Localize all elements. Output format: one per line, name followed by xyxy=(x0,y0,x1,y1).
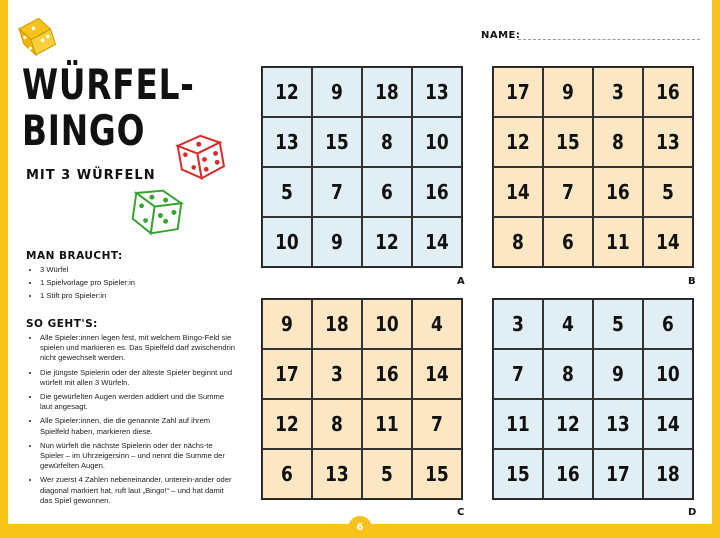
bingo-cell[interactable]: 9 xyxy=(543,67,593,117)
bingo-cell[interactable]: 5 xyxy=(262,167,312,217)
bingo-cell[interactable]: 11 xyxy=(593,217,643,267)
bingo-cell[interactable]: 10 xyxy=(362,299,412,349)
bingo-cell[interactable]: 15 xyxy=(312,117,362,167)
bingo-cell[interactable]: 13 xyxy=(593,399,643,449)
bingo-cell[interactable]: 13 xyxy=(312,449,362,499)
list-item: • Alle Spieler:innen legen fest, mit welchem Bingo-Feld sie spielen und markieren es. Das Spielfeld darf zwischendrin nicht gewechselt werden. xyxy=(40,333,235,364)
bingo-cell[interactable]: 8 xyxy=(362,117,412,167)
list-item: • 1 Spielvorlage pro Spieler:in xyxy=(40,278,235,288)
bingo-cell[interactable]: 7 xyxy=(312,167,362,217)
bingo-cell[interactable]: 14 xyxy=(412,217,462,267)
bingo-cell[interactable]: 12 xyxy=(262,67,312,117)
bingo-cell[interactable]: 14 xyxy=(412,349,462,399)
bingo-cell[interactable]: 8 xyxy=(593,117,643,167)
grid-label-b: B xyxy=(688,276,696,287)
rules-heading: SO GEHT'S: xyxy=(26,318,98,330)
green-die-icon xyxy=(126,180,188,242)
grid-label-a: A xyxy=(457,276,465,287)
list-item: • Wer zuerst 4 Zahlen nebeneinander, unterein-ander oder diagonal markiert hat, ruft laut „Bingo!“ – und hat damit das Spiel gewonnen. xyxy=(40,475,235,506)
bingo-cell[interactable]: 5 xyxy=(643,167,693,217)
bingo-cell[interactable]: 7 xyxy=(493,349,543,399)
page-number: 6 xyxy=(348,516,372,538)
bingo-cell[interactable]: 5 xyxy=(362,449,412,499)
list-item: • Alle Spieler:innen, die die genannte Zahl auf ihrem Spielfeld haben, markieren diese. xyxy=(40,416,235,436)
bingo-cell[interactable]: 8 xyxy=(312,399,362,449)
name-label: NAME: xyxy=(481,30,521,41)
bingo-cell[interactable]: 7 xyxy=(412,399,462,449)
name-field[interactable] xyxy=(518,39,700,40)
bingo-cell[interactable]: 4 xyxy=(412,299,462,349)
bingo-cell[interactable]: 5 xyxy=(593,299,643,349)
bingo-cell[interactable]: 10 xyxy=(262,217,312,267)
bingo-cell[interactable]: 7 xyxy=(543,167,593,217)
bingo-cell[interactable]: 15 xyxy=(412,449,462,499)
bingo-cell[interactable]: 8 xyxy=(543,349,593,399)
page-title xyxy=(22,62,195,154)
list-item: • 3 Würfel xyxy=(40,265,235,275)
bingo-cell[interactable]: 12 xyxy=(493,117,543,167)
bingo-grid-b xyxy=(492,66,694,268)
grid-label-c: C xyxy=(457,507,465,518)
bingo-cell[interactable]: 13 xyxy=(643,117,693,167)
bingo-cell[interactable]: 9 xyxy=(593,349,643,399)
bingo-cell[interactable]: 9 xyxy=(262,299,312,349)
bingo-cell[interactable]: 17 xyxy=(262,349,312,399)
list-item: • Nun würfelt die nächste Spielerin oder der nächs-te Spieler – im Uhrzeigersinn – und nennt die Summe der gewürfelten Augen. xyxy=(40,441,235,472)
bingo-cell[interactable]: 11 xyxy=(493,399,543,449)
title-line-2: BINGO xyxy=(22,106,146,155)
bingo-cell[interactable]: 13 xyxy=(412,67,462,117)
bingo-cell[interactable]: 12 xyxy=(543,399,593,449)
list-item: • Die jüngste Spielerin oder der älteste Spieler beginnt und würfelt mit allen 3 Würfeln. xyxy=(40,368,235,388)
bingo-cell[interactable]: 12 xyxy=(362,217,412,267)
yellow-die-icon xyxy=(14,14,58,58)
bingo-grid-c xyxy=(261,298,463,500)
bingo-cell[interactable]: 4 xyxy=(543,299,593,349)
bingo-cell[interactable]: 9 xyxy=(312,217,362,267)
bingo-cell[interactable]: 3 xyxy=(493,299,543,349)
bingo-cell[interactable]: 6 xyxy=(543,217,593,267)
bingo-cell[interactable]: 15 xyxy=(493,449,543,499)
list-item: • 1 Stift pro Spieler:in xyxy=(40,291,235,301)
needs-list xyxy=(30,265,235,305)
bingo-cell[interactable]: 14 xyxy=(643,217,693,267)
bingo-cell[interactable]: 6 xyxy=(262,449,312,499)
bingo-cell[interactable]: 16 xyxy=(543,449,593,499)
bingo-cell[interactable]: 9 xyxy=(312,67,362,117)
bingo-cell[interactable]: 13 xyxy=(262,117,312,167)
bingo-cell[interactable]: 3 xyxy=(312,349,362,399)
bingo-cell[interactable]: 16 xyxy=(643,67,693,117)
bingo-cell[interactable]: 18 xyxy=(362,67,412,117)
bingo-cell[interactable]: 17 xyxy=(493,67,543,117)
needs-heading: MAN BRAUCHT: xyxy=(26,250,123,262)
bingo-cell[interactable]: 12 xyxy=(262,399,312,449)
bingo-cell[interactable]: 16 xyxy=(593,167,643,217)
bingo-cell[interactable]: 11 xyxy=(362,399,412,449)
bingo-grid-a xyxy=(261,66,463,268)
bingo-cell[interactable]: 3 xyxy=(593,67,643,117)
grid-label-d: D xyxy=(688,507,697,518)
bingo-cell[interactable]: 16 xyxy=(362,349,412,399)
bingo-cell[interactable]: 6 xyxy=(362,167,412,217)
bingo-cell[interactable]: 10 xyxy=(643,349,693,399)
bingo-cell[interactable]: 17 xyxy=(593,449,643,499)
bingo-cell[interactable]: 18 xyxy=(643,449,693,499)
list-item: • Die gewürfelten Augen werden addiert und die Summe laut angesagt. xyxy=(40,392,235,412)
bingo-cell[interactable]: 16 xyxy=(412,167,462,217)
bingo-cell[interactable]: 8 xyxy=(493,217,543,267)
bingo-cell[interactable]: 6 xyxy=(643,299,693,349)
bingo-cell[interactable]: 15 xyxy=(543,117,593,167)
rules-list xyxy=(30,333,235,510)
bingo-cell[interactable]: 14 xyxy=(643,399,693,449)
bingo-grid-d xyxy=(492,298,694,500)
bingo-cell[interactable]: 14 xyxy=(493,167,543,217)
bingo-cell[interactable]: 10 xyxy=(412,117,462,167)
bingo-cell[interactable]: 18 xyxy=(312,299,362,349)
title-line-1: WÜRFEL- xyxy=(22,60,195,109)
page-subtitle: MIT 3 WÜRFELN xyxy=(26,168,156,183)
